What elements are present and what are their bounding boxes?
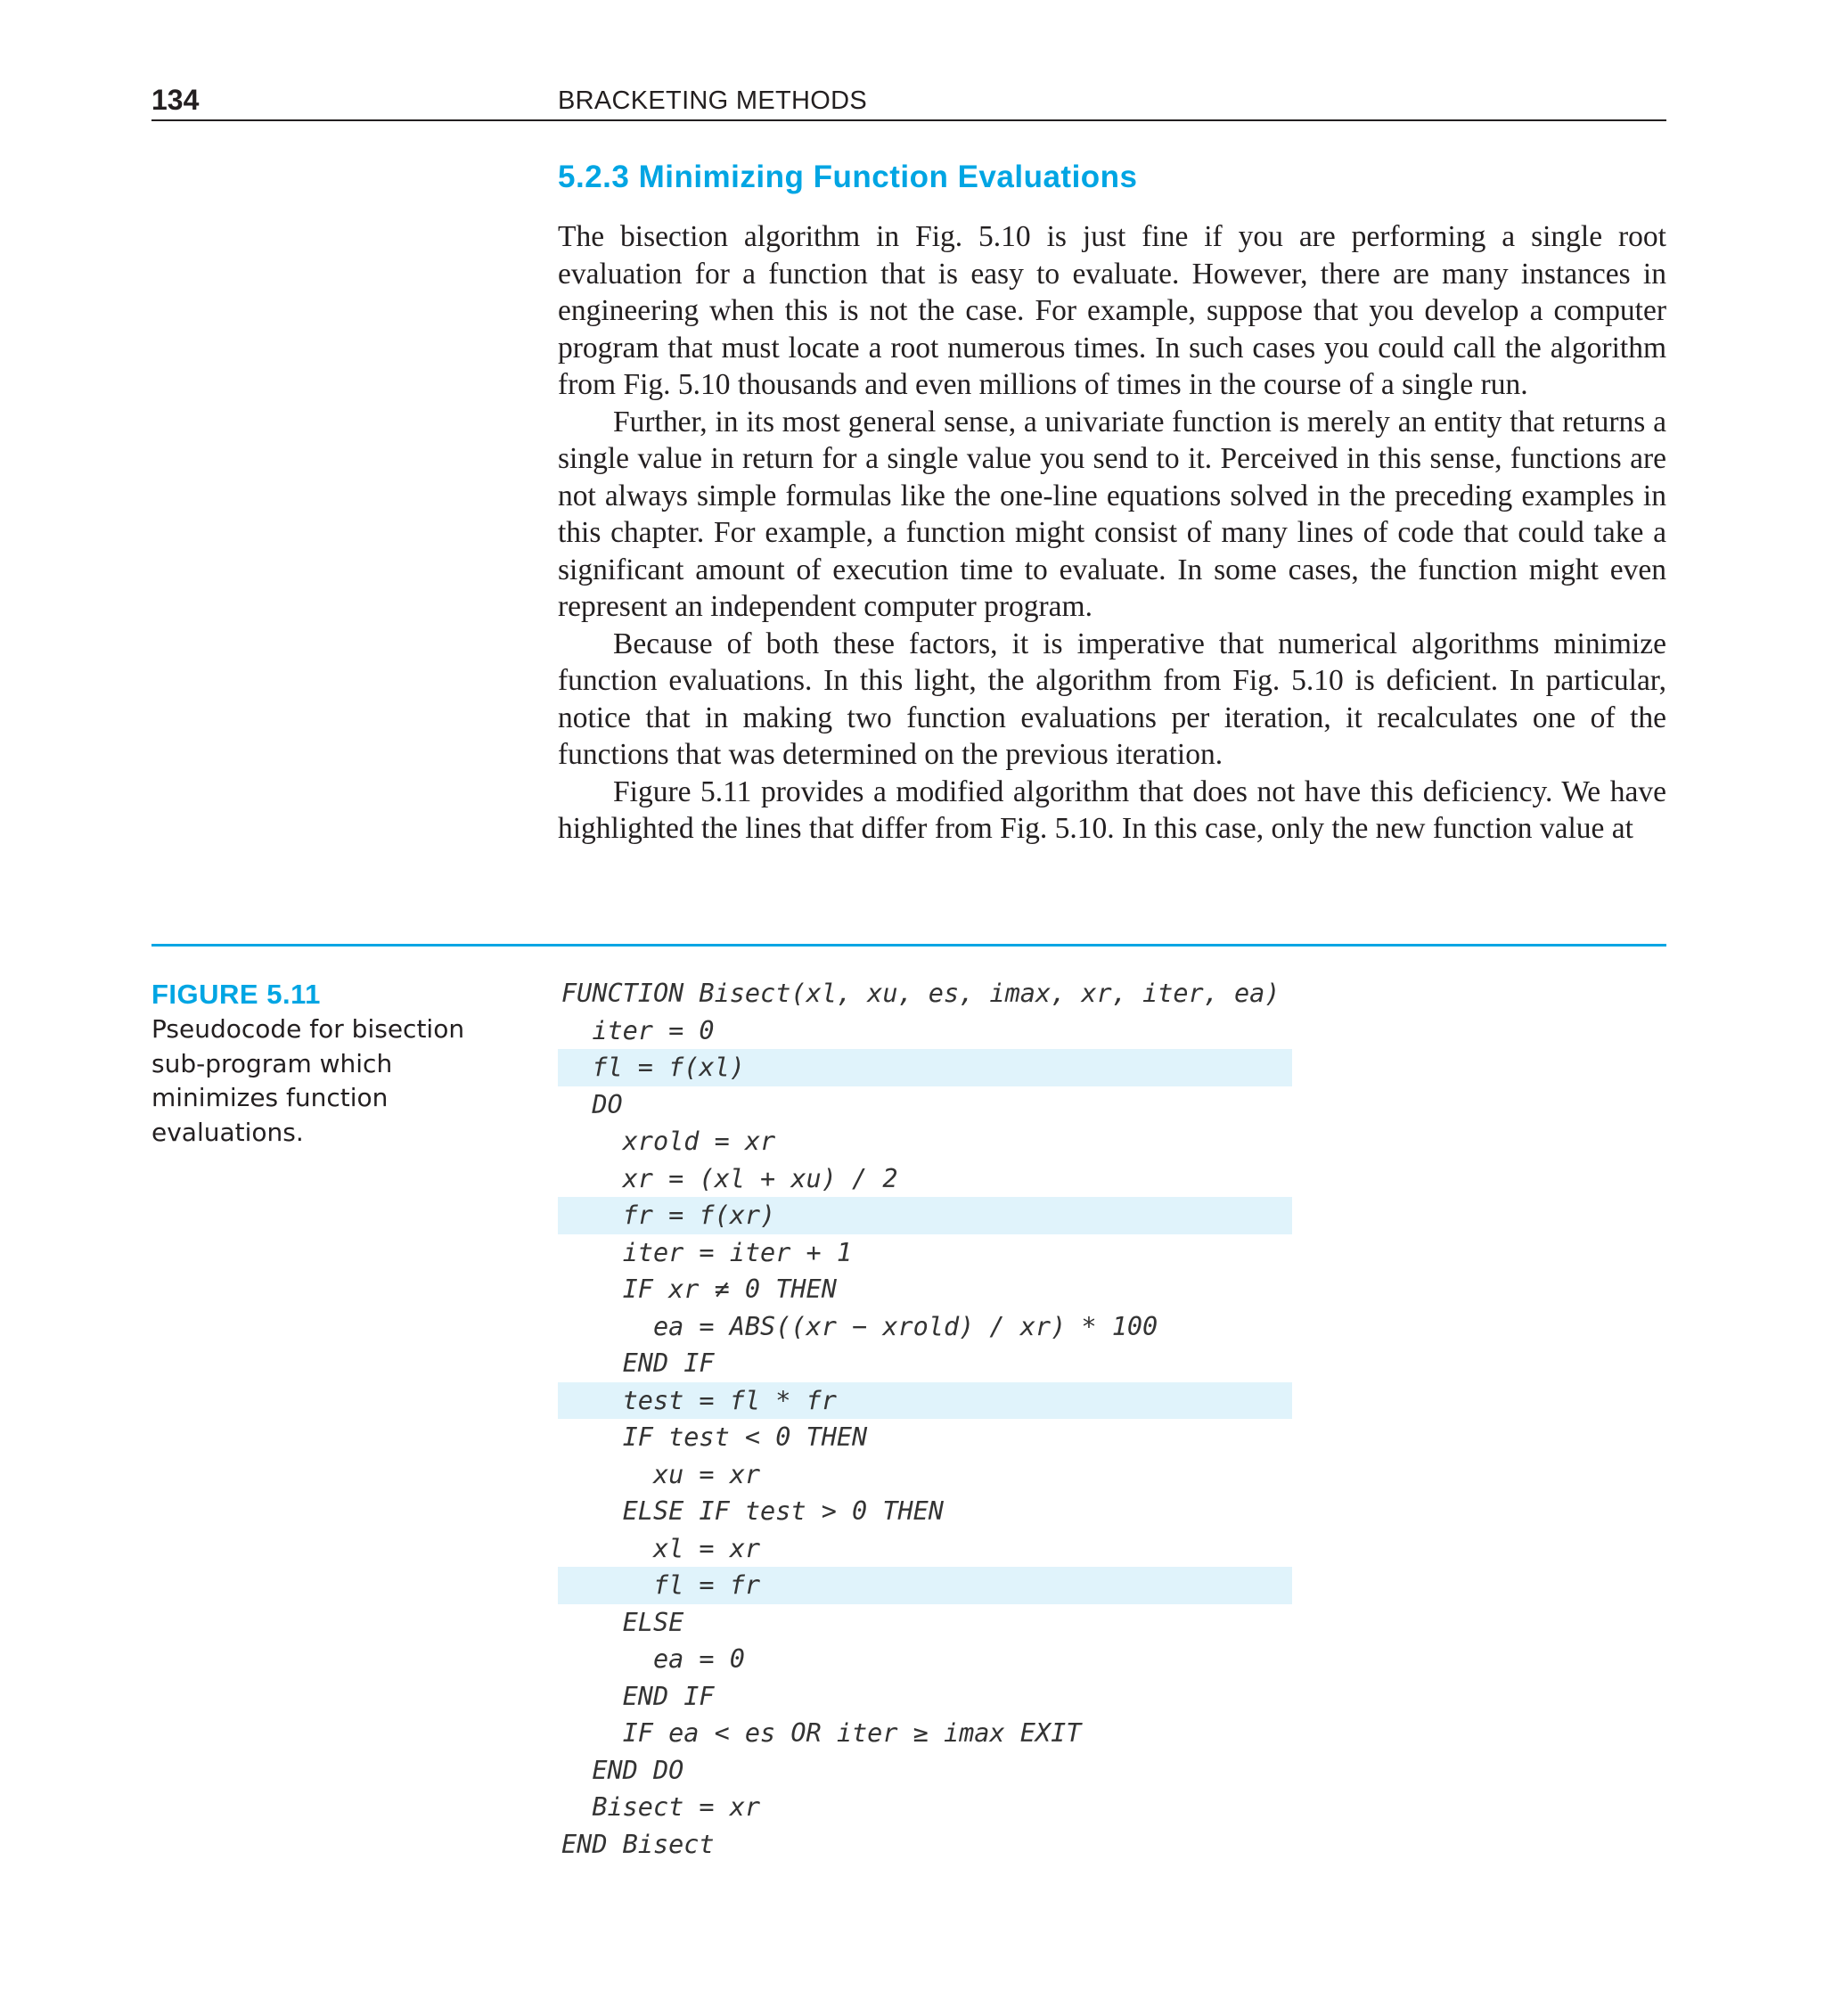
code-line: ELSE [561,1607,684,1637]
paragraph: Further, in its most general sense, a univariate function is merely an entity that returns a single value in return for a single value you send to it. Perceived in this sense, functions are not always simple formulas like the one-line equations solved in the preceding examples in this chapter. For example, a function might consist of many lines of code that could take a significant amount of execution time to evaluate. In some cases, the function might even represent an independent computer program. [558,405,1666,623]
code-line: ea = ABS((xr − xrold) / xr) * 100 [561,1311,1158,1341]
page-header [151,82,1666,121]
code-line: FUNCTION Bisect(xl, xu, es, imax, xr, iter, ea) [561,979,1281,1008]
code-line-highlighted: test = fl * fr [558,1382,1292,1420]
code-line: xrold = xr [561,1127,776,1156]
code-line: Bisect = xr [561,1792,761,1822]
code-line: xl = xr [561,1533,761,1563]
code-line: ea = 0 [561,1644,745,1674]
figure-caption: Pseudocode for bisection sub-program which minimizes function evaluations. [151,1014,465,1147]
code-line: IF test < 0 THEN [561,1422,868,1452]
code-line: IF xr ≠ 0 THEN [561,1274,837,1304]
figure-divider [151,944,1666,947]
figure-label: FIGURE 5.11 [151,979,321,1010]
paragraph: The bisection algorithm in Fig. 5.10 is just fine if you are performing a single root evaluation for a function that is easy to evaluate. However, there are many instances in engineering when this is not the case. For example, suppose that you develop a computer program that must locate a root numerous times. In such cases you could call the algorithm from Fig. 5.10 thousands and even millions of times in the course of a single run. [558,220,1666,401]
code-line: IF ea < es OR iter ≥ imax EXIT [561,1718,1082,1748]
code-line-highlighted: fr = f(xr) [558,1197,1292,1234]
code-line: iter = iter + 1 [561,1237,853,1267]
code-line: xu = xr [561,1459,761,1489]
running-head: BRACKETING METHODS [558,86,867,115]
code-line: iter = 0 [561,1015,715,1045]
code-line: DO [561,1089,623,1119]
paragraph: Figure 5.11 provides a modified algorithm that does not have this deficiency. We have highlighted the lines that differ from Fig. 5.10. In this case, only the new function value at [558,774,1666,845]
code-line: END DO [561,1755,684,1785]
code-line: END IF [561,1348,715,1378]
paragraph: Because of both these factors, it is imperative that numerical algorithms minimize function evaluations. In this light, the algorithm from Fig. 5.10 is deficient. In particular, notice that in making two function evaluations per iteration, it recalculates one of the functions that was determined on the previous iteration. [558,627,1666,771]
code-line-highlighted: fl = f(xl) [558,1049,1292,1086]
body-text [558,218,1666,848]
code-line: ELSE IF test > 0 THEN [561,1496,944,1526]
code-line: xr = (xl + xu) / 2 [561,1163,898,1193]
pseudocode-block [558,975,1292,1863]
section-title: 5.2.3 Minimizing Function Evaluations [558,160,1138,194]
code-line: END IF [561,1681,715,1711]
page-number: 134 [151,84,200,116]
code-line: END Bisect [561,1829,715,1859]
code-line-highlighted: fl = fr [558,1567,1292,1604]
